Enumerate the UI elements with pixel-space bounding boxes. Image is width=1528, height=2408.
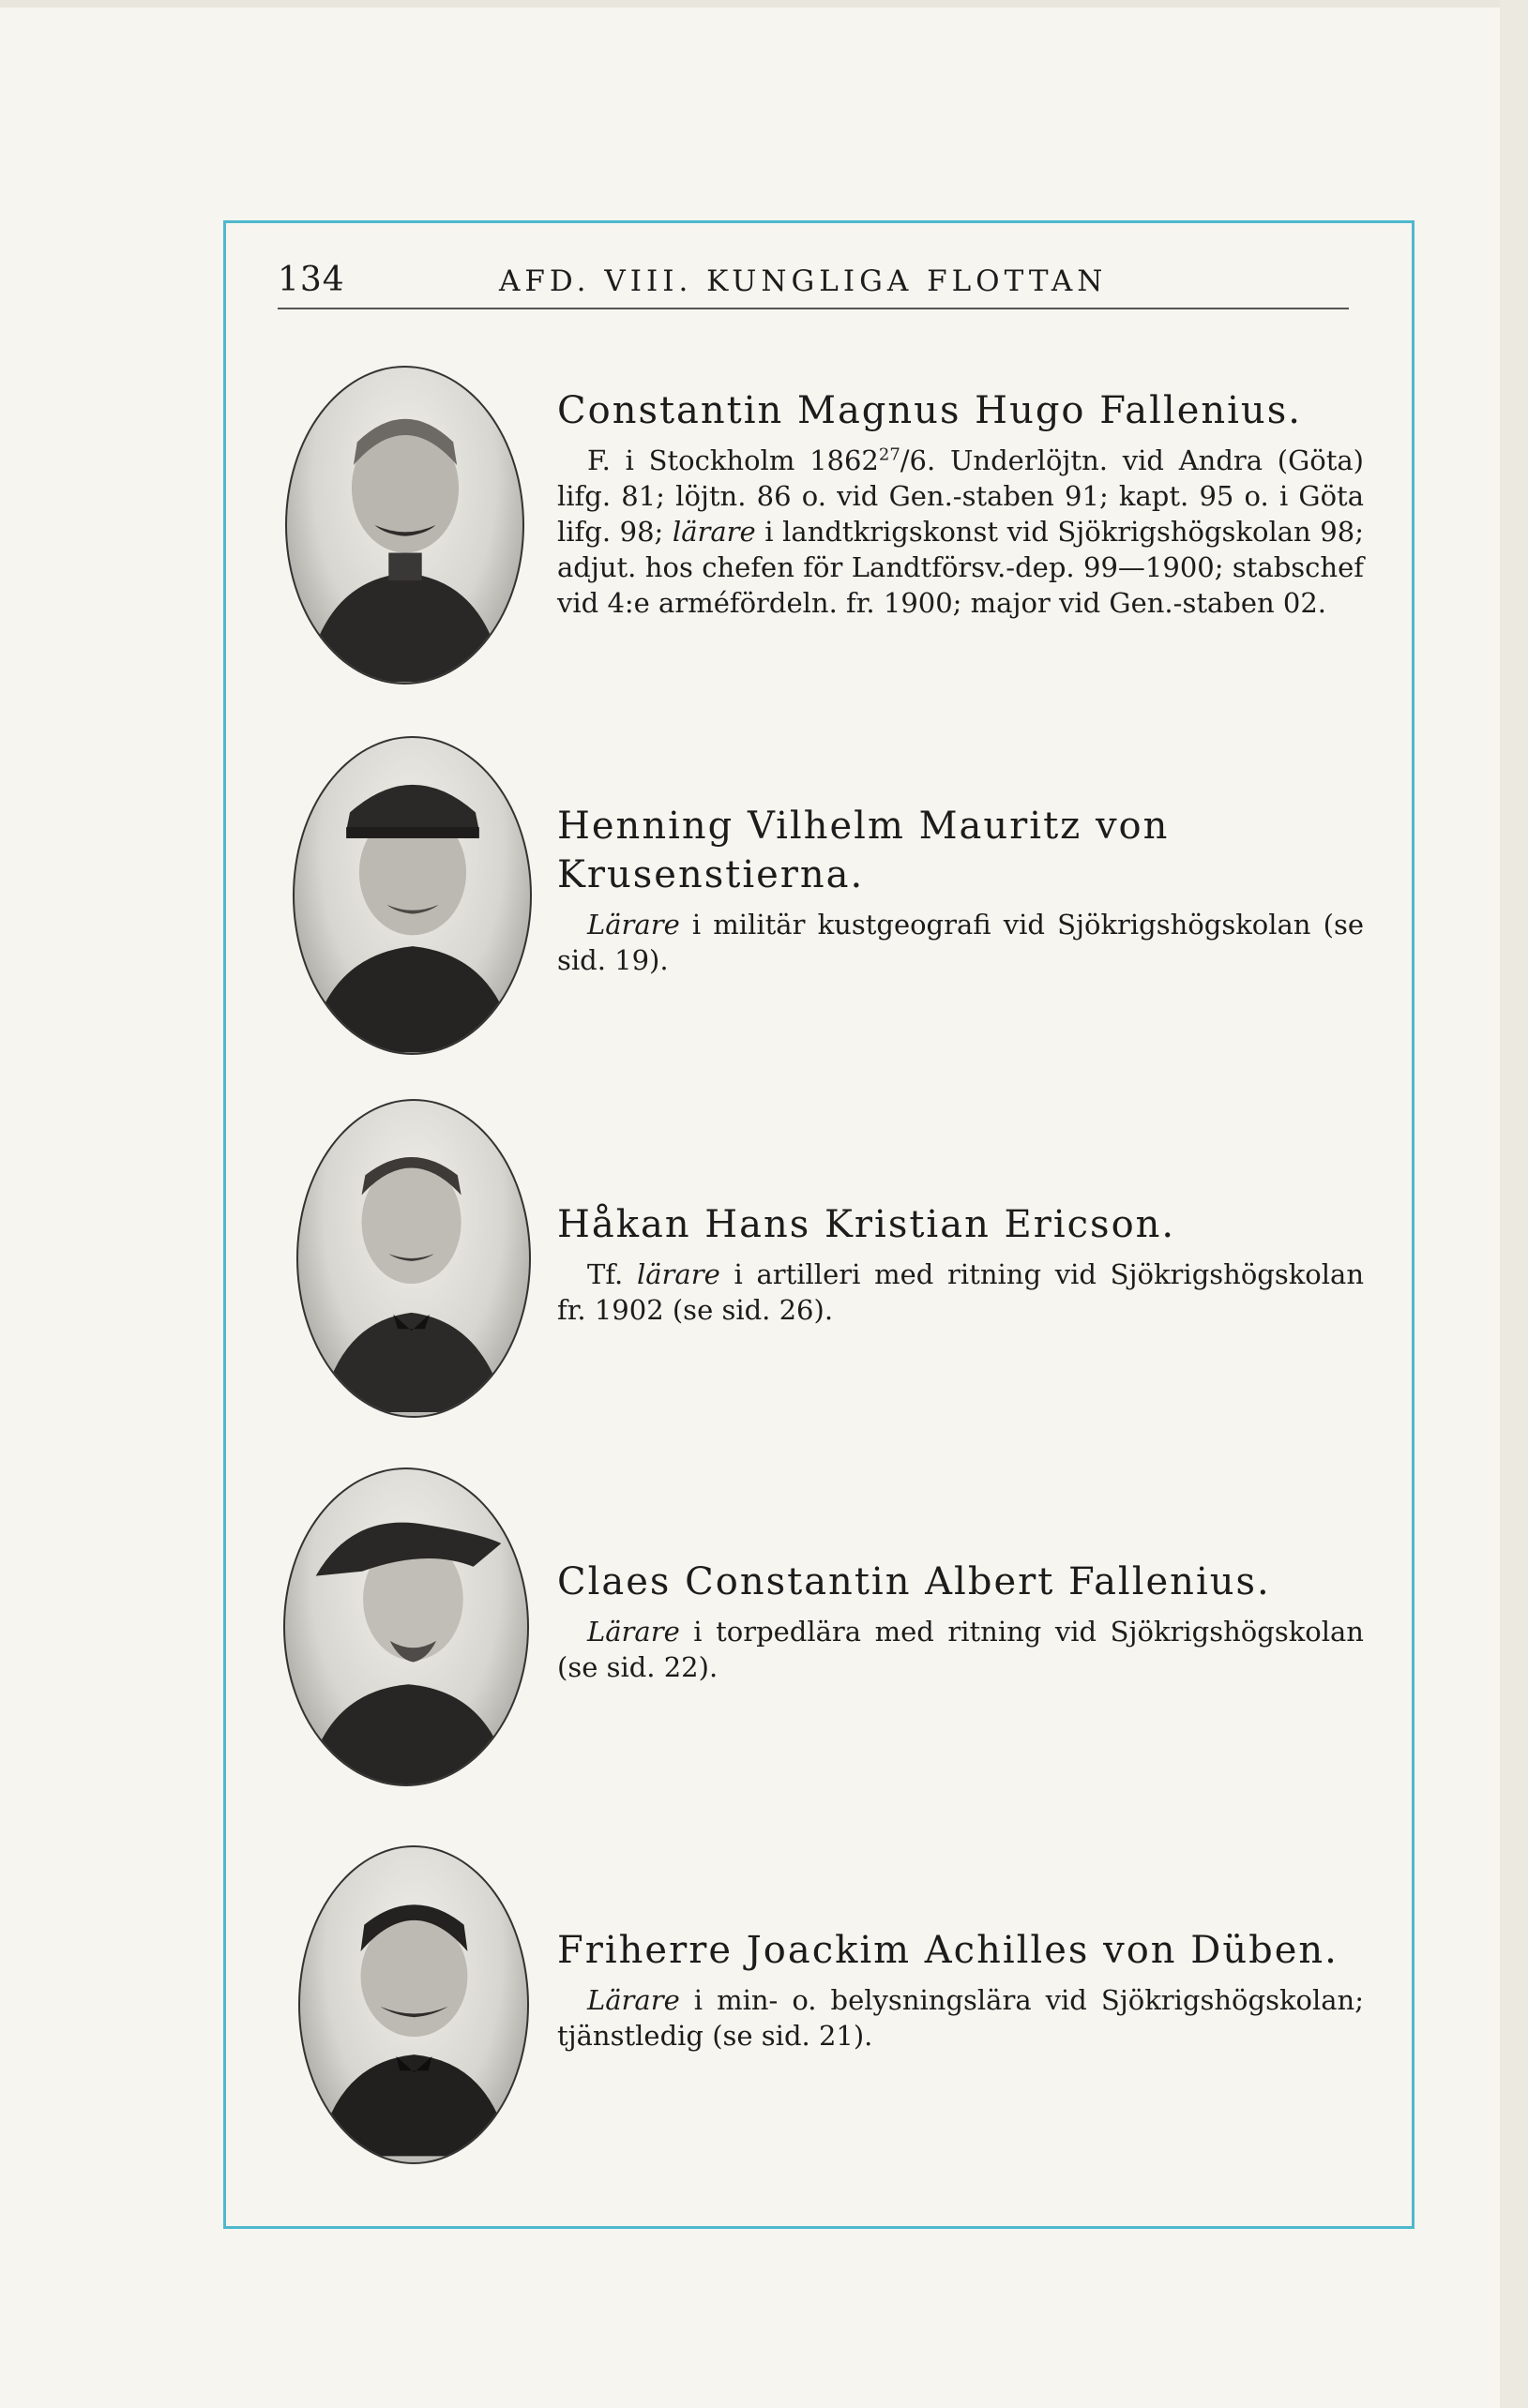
bio-italic: lärare <box>672 516 756 548</box>
person-bio <box>557 1614 1364 1685</box>
portrait-3 <box>296 1099 531 1418</box>
bio-text: /6. Underlöjtn. vid Andra (Göta) lifg. 81; löjtn. 86 o. vid Gen.-staben 91; kapt. 95 o. i Göta lifg. 98; <box>557 444 1364 548</box>
person-bio <box>557 1982 1364 2054</box>
bio-text: F. i Stockholm 1862 <box>587 444 879 476</box>
portrait-photo <box>287 368 522 683</box>
entry-2 <box>278 736 1366 1060</box>
portrait-photo <box>298 1101 529 1416</box>
bio-italic: lärare <box>636 1258 720 1290</box>
person-name: Claes Constantin Albert Fallenius. <box>557 1560 1271 1603</box>
bio-text: i torpedlära med ritning vid Sjökrigshögskolan (se sid. 22). <box>557 1616 1364 1683</box>
person-bio <box>557 443 1364 621</box>
bio-italic: Lärare <box>587 1984 680 2016</box>
person-bio <box>557 907 1364 978</box>
portrait-5 <box>298 1845 529 2164</box>
bio-superscript: 27 <box>878 444 900 465</box>
person-bio <box>557 1257 1364 1328</box>
person-name: Henning Vilhelm Mauritz von Krusenstierna. <box>557 805 1170 896</box>
portrait-photo <box>300 1847 527 2162</box>
portrait-4 <box>283 1467 529 1786</box>
person-name: Constantin Magnus Hugo Fallenius. <box>557 389 1302 432</box>
portrait-photo <box>285 1469 527 1784</box>
paper-edge-right <box>1500 0 1528 2408</box>
entry-3 <box>278 1099 1366 1422</box>
bio-text: i artilleri med ritning vid Sjökrigshögskolan fr. 1902 (se sid. 26). <box>557 1258 1364 1326</box>
bio-text: i militär kustgeografi vid Sjökrigshögskolan (se sid. 19). <box>557 909 1364 976</box>
bio-italic: Lärare <box>587 1616 680 1648</box>
paper-edge-top <box>0 0 1528 8</box>
portrait-photo <box>295 738 530 1053</box>
entry-text-5 <box>557 1926 1364 2054</box>
bio-text: Tf. <box>587 1258 637 1290</box>
bio-italic: Lärare <box>587 909 680 941</box>
page-header <box>278 255 1349 309</box>
person-name: Håkan Hans Kristian Ericson. <box>557 1203 1176 1246</box>
person-name: Friherre Joackim Achilles von Düben. <box>557 1929 1339 1972</box>
portrait-1 <box>285 366 524 685</box>
entry-text-3 <box>557 1200 1364 1328</box>
entry-text-1 <box>557 386 1364 621</box>
entry-1 <box>278 366 1366 694</box>
entry-5 <box>278 1845 1366 2169</box>
entry-text-2 <box>557 802 1364 978</box>
portrait-2 <box>293 736 532 1055</box>
bio-text: i landtkrigskonst vid Sjökrigshögskolan 98; adjut. hos chefen för Landtförsv.-dep. 99—1900; stabschef vid 4:e arméfördeln. fr. 1900; major vid Gen.-staben 02. <box>557 516 1364 619</box>
running-head: AFD. VIII. KUNGLIGA FLOTTAN <box>499 264 1108 298</box>
entry-text-4 <box>557 1558 1364 1685</box>
entry-4 <box>278 1467 1366 1796</box>
page-number: 134 <box>278 261 345 299</box>
bio-text: i min- o. belysningslära vid Sjökrigshögskolan; tjänstledig (se sid. 21). <box>557 1984 1364 2052</box>
